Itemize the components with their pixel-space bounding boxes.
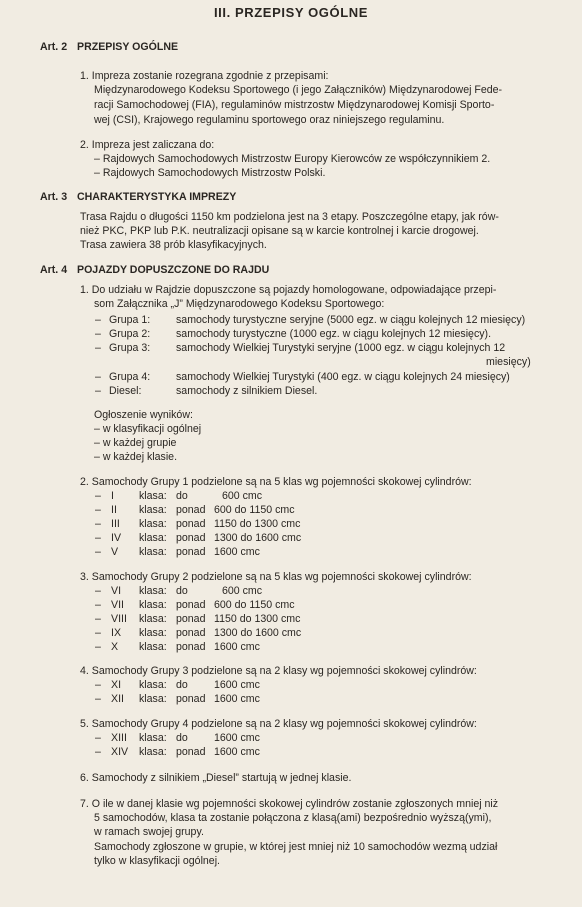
class-roman: VI bbox=[111, 585, 122, 597]
art4-p7-line: 7. O ile w danej klasie wg pojemności skokowej cylindrów zostanie zgłoszonych mniej niż bbox=[80, 798, 499, 810]
class-op: do bbox=[176, 732, 188, 744]
art2-p1-line: wej (CSI), Krajowego regulaminu sportowego oraz niniejszego regulaminu. bbox=[94, 114, 445, 126]
class-word: klasa: bbox=[139, 532, 167, 544]
class-word: klasa: bbox=[139, 613, 167, 625]
art3-number: Art. 3 bbox=[40, 191, 68, 203]
class-value: 1600 cmc bbox=[214, 546, 260, 558]
class-roman: V bbox=[111, 546, 119, 558]
section-title: III. PRZEPISY OGÓLNE bbox=[213, 5, 369, 20]
results-heading: Ogłoszenie wyników: bbox=[94, 409, 193, 421]
class-dash: – bbox=[95, 518, 101, 530]
class-roman: XII bbox=[111, 693, 124, 705]
art3-line: Trasa zawiera 38 prób klasyfikacyjnych. bbox=[80, 239, 267, 251]
class-roman: VII bbox=[111, 599, 124, 611]
class-roman: III bbox=[111, 518, 120, 530]
class-dash: – bbox=[95, 679, 101, 691]
art4-p7-line: Samochody zgłoszone w grupie, w której jest mniej niż 10 samochodów wezmą udział bbox=[94, 841, 498, 853]
art2-number: Art. 2 bbox=[40, 41, 68, 53]
class-value: 1150 do 1300 cmc bbox=[214, 613, 301, 625]
class-roman: XI bbox=[111, 679, 122, 691]
class-value: 1300 do 1600 cmc bbox=[214, 627, 302, 639]
art3-line: nież PKC, PKP lub P.K. neutralizacji opisane są w karcie kontrolnej i karcie drogowej. bbox=[80, 225, 479, 237]
class-dash: – bbox=[95, 613, 101, 625]
class-dash: – bbox=[95, 641, 101, 653]
class-value: 1300 do 1600 cmc bbox=[214, 532, 302, 544]
class-dash: – bbox=[95, 746, 101, 758]
art3-heading: CHARAKTERYSTYKA IMPREZY bbox=[77, 191, 237, 203]
class-dash: – bbox=[95, 532, 101, 544]
class-word: klasa: bbox=[139, 693, 167, 705]
class-op: ponad bbox=[176, 693, 206, 705]
class-roman: X bbox=[111, 641, 119, 653]
class-value: 600 do 1150 cmc bbox=[214, 504, 295, 516]
art4-p1-line: som Załącznika „J” Międzynarodowego Kodeksu Sportowego: bbox=[94, 298, 385, 310]
art2-p1-line: Międzynarodowego Kodeksu Sportowego (i jego Załączników) Międzynarodowej Fede- bbox=[94, 84, 503, 96]
class-word: klasa: bbox=[139, 732, 167, 744]
group-label: Diesel: bbox=[109, 385, 142, 397]
art4-heading: POJAZDY DOPUSZCZONE DO RAJDU bbox=[77, 264, 270, 276]
class-word: klasa: bbox=[139, 679, 167, 691]
group-text: samochody turystyczne (1000 egz. w ciągu kolejnych 12 miesięcy). bbox=[176, 328, 492, 340]
group-label: Grupa 4: bbox=[109, 371, 151, 383]
art4-p2: 2. Samochody Grupy 1 podzielone są na 5 klas wg pojemności skokowej cylindrów: bbox=[80, 476, 472, 488]
group-dash: – bbox=[95, 371, 101, 383]
class-roman: II bbox=[111, 504, 117, 516]
class-roman: I bbox=[111, 490, 114, 502]
group-text: samochody Wielkiej Turystyki seryjne (1000 egz. w ciągu kolejnych 12 bbox=[176, 342, 506, 354]
class-value: 1600 cmc bbox=[214, 732, 260, 744]
group-dash: – bbox=[95, 385, 101, 397]
class-op: do bbox=[176, 490, 188, 502]
class-value: 600 cmc bbox=[222, 490, 263, 502]
class-word: klasa: bbox=[139, 599, 167, 611]
class-op: ponad bbox=[176, 504, 206, 516]
art4-p4: 4. Samochody Grupy 3 podzielone są na 2 klasy wg pojemności skokowej cylindrów: bbox=[80, 665, 477, 677]
class-value: 1600 cmc bbox=[214, 746, 260, 758]
class-word: klasa: bbox=[139, 546, 167, 558]
class-op: ponad bbox=[176, 546, 206, 558]
class-word: klasa: bbox=[139, 585, 167, 597]
class-dash: – bbox=[95, 490, 101, 502]
group-text: samochody Wielkiej Turystyki (400 egz. w ciągu kolejnych 24 miesięcy) bbox=[176, 371, 510, 383]
art4-p7-line: w ramach swojej grupy. bbox=[94, 826, 204, 838]
class-value: 600 do 1150 cmc bbox=[214, 599, 295, 611]
class-op: ponad bbox=[176, 746, 206, 758]
group-text: samochody turystyczne seryjne (5000 egz. w ciągu kolejnych 12 miesięcy) bbox=[176, 314, 526, 326]
class-dash: – bbox=[95, 546, 101, 558]
class-op: ponad bbox=[176, 532, 206, 544]
class-word: klasa: bbox=[139, 490, 167, 502]
art4-p6: 6. Samochody z silnikiem „Diesel” startują w jednej klasie. bbox=[80, 772, 352, 784]
art4-p1-line: 1. Do udziału w Rajdzie dopuszczone są pojazdy homologowane, odpowiadające przepi- bbox=[80, 284, 497, 296]
class-roman: XIII bbox=[111, 732, 127, 744]
group-dash: – bbox=[95, 314, 101, 326]
group-label: Grupa 2: bbox=[109, 328, 151, 340]
art2-p1: 1. Impreza zostanie rozegrana zgodnie z przepisami: bbox=[80, 70, 329, 82]
class-dash: – bbox=[95, 732, 101, 744]
art4-p3: 3. Samochody Grupy 2 podzielone są na 5 klas wg pojemności skokowej cylindrów: bbox=[80, 571, 472, 583]
class-dash: – bbox=[95, 504, 101, 516]
class-dash: – bbox=[95, 627, 101, 639]
results-item: – w klasyfikacji ogólnej bbox=[94, 423, 202, 435]
art2-p2-item: – Rajdowych Samochodowych Mistrzostw Polski. bbox=[94, 167, 326, 179]
art3-line: Trasa Rajdu o długości 1150 km podzielona jest na 3 etapy. Poszczególne etapy, jak rów- bbox=[80, 211, 499, 223]
class-dash: – bbox=[95, 599, 101, 611]
class-op: do bbox=[176, 585, 188, 597]
art2-p2-item: – Rajdowych Samochodowych Mistrzostw Europy Kierowców ze współczynnikiem 2. bbox=[94, 153, 491, 165]
class-value: 1600 cmc bbox=[214, 641, 260, 653]
results-item: – w każdej klasie. bbox=[94, 451, 178, 463]
class-op: ponad bbox=[176, 641, 206, 653]
art4-p5: 5. Samochody Grupy 4 podzielone są na 2 klasy wg pojemności skokowej cylindrów: bbox=[80, 718, 477, 730]
results-item: – w każdej grupie bbox=[94, 437, 177, 449]
class-word: klasa: bbox=[139, 641, 167, 653]
class-roman: VIII bbox=[111, 613, 127, 625]
class-value: 1150 do 1300 cmc bbox=[214, 518, 301, 530]
group-text-cont: miesięcy) bbox=[486, 356, 531, 368]
class-op: ponad bbox=[176, 599, 206, 611]
class-op: ponad bbox=[176, 518, 206, 530]
class-value: 1600 cmc bbox=[214, 693, 260, 705]
art4-header bbox=[40, 263, 269, 277]
art4-p7-line: tylko w klasyfikacji ogólnej. bbox=[94, 855, 220, 867]
class-word: klasa: bbox=[139, 746, 167, 758]
group-label: Grupa 3: bbox=[109, 342, 151, 354]
art2-p1-line: racji Samochodowej (FIA), regulaminów mistrzostw Międzynarodowej Komisji Sporto- bbox=[94, 99, 495, 111]
group-dash: – bbox=[95, 342, 101, 354]
class-dash: – bbox=[95, 585, 101, 597]
class-value: 1600 cmc bbox=[214, 679, 260, 691]
art3-header bbox=[40, 190, 236, 204]
class-op: ponad bbox=[176, 627, 206, 639]
art4-p7-line: 5 samochodów, klasa ta zostanie połączona z klasą(ami) bezpośrednio wyższą(ymi), bbox=[94, 812, 492, 824]
art4-number: Art. 4 bbox=[40, 264, 68, 276]
art2-heading: PRZEPISY OGÓLNE bbox=[77, 41, 179, 53]
group-label: Grupa 1: bbox=[109, 314, 151, 326]
class-roman: XIV bbox=[111, 746, 129, 758]
art2-header bbox=[40, 40, 178, 54]
class-value: 600 cmc bbox=[222, 585, 263, 597]
class-roman: IV bbox=[111, 532, 122, 544]
group-text: samochody z silnikiem Diesel. bbox=[176, 385, 318, 397]
class-op: do bbox=[176, 679, 188, 691]
class-word: klasa: bbox=[139, 518, 167, 530]
class-word: klasa: bbox=[139, 627, 167, 639]
class-dash: – bbox=[95, 693, 101, 705]
class-word: klasa: bbox=[139, 504, 167, 516]
class-op: ponad bbox=[176, 613, 206, 625]
group-dash: – bbox=[95, 328, 101, 340]
art2-p2: 2. Impreza jest zaliczana do: bbox=[80, 139, 215, 151]
class-roman: IX bbox=[111, 627, 122, 639]
